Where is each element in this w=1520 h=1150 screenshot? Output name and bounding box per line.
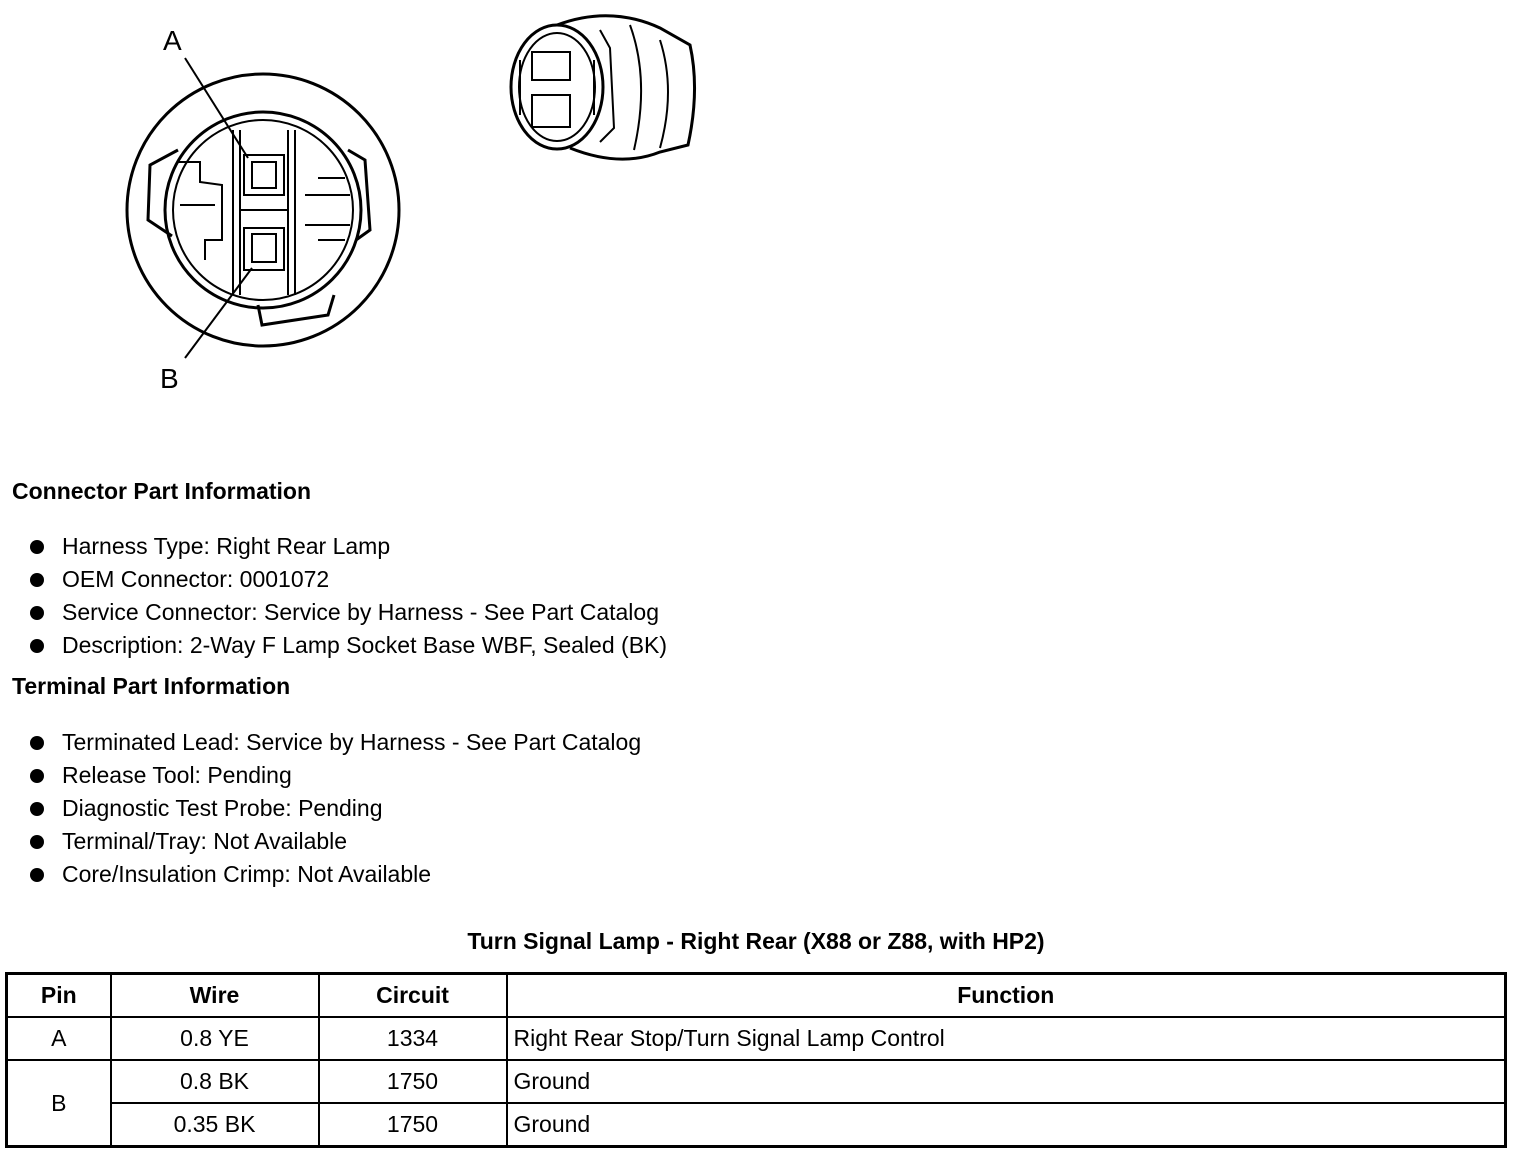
- function-cell: Right Rear Stop/Turn Signal Lamp Control: [507, 1017, 1506, 1060]
- pin-cell: A: [7, 1017, 111, 1060]
- pin-table-title: Turn Signal Lamp - Right Rear (X88 or Z88, with HP2): [467, 928, 1045, 954]
- socket-isometric-view: [511, 16, 695, 159]
- bullet-icon: [30, 573, 44, 587]
- list-item: OEM Connector: 0001072: [30, 563, 667, 596]
- list-item: Terminated Lead: Service by Harness - See Part Catalog: [30, 726, 641, 759]
- list-item: Release Tool: Pending: [30, 759, 641, 792]
- bullet-icon: [30, 769, 44, 783]
- list-item: Diagnostic Test Probe: Pending: [30, 792, 641, 825]
- column-header-wire: Wire: [111, 974, 319, 1018]
- list-item: Harness Type: Right Rear Lamp: [30, 530, 667, 563]
- wire-cell: 0.8 YE: [111, 1017, 319, 1060]
- terminal-info-heading: Terminal Part Information: [12, 673, 291, 699]
- pin-cell: B: [7, 1060, 111, 1147]
- bullet-icon: [30, 835, 44, 849]
- circuit-cell: 1750: [319, 1103, 507, 1147]
- list-item: Description: 2-Way F Lamp Socket Base WBF, Sealed (BK): [30, 629, 667, 662]
- list-item: Core/Insulation Crimp: Not Available: [30, 858, 641, 891]
- bullet-icon: [30, 868, 44, 882]
- callout-b-label: B: [160, 363, 179, 394]
- circuit-cell: 1334: [319, 1017, 507, 1060]
- bullet-icon: [30, 606, 44, 620]
- table-row: [7, 1103, 1506, 1147]
- connector-info-list: [30, 530, 667, 662]
- bullet-icon: [30, 736, 44, 750]
- bullet-icon: [30, 802, 44, 816]
- wire-cell: 0.35 BK: [111, 1103, 319, 1147]
- callout-a-leader: [185, 58, 248, 158]
- function-cell: Ground: [507, 1060, 1506, 1103]
- pin-table: [5, 972, 1507, 1148]
- bullet-icon: [30, 639, 44, 653]
- column-header-pin: Pin: [7, 974, 111, 1018]
- bullet-icon: [30, 540, 44, 554]
- list-item: Service Connector: Service by Harness - See Part Catalog: [30, 596, 667, 629]
- circuit-cell: 1750: [319, 1060, 507, 1103]
- column-header-circuit: Circuit: [319, 974, 507, 1018]
- wire-cell: 0.8 BK: [111, 1060, 319, 1103]
- function-cell: Ground: [507, 1103, 1506, 1147]
- table-header-row: [7, 974, 1506, 1018]
- connector-info-heading: Connector Part Information: [12, 478, 312, 504]
- column-header-function: Function: [507, 974, 1506, 1018]
- list-item: Terminal/Tray: Not Available: [30, 825, 641, 858]
- connector-diagram: [0, 0, 760, 410]
- terminal-info-list: [30, 726, 641, 891]
- table-row: [7, 1060, 1506, 1103]
- callout-a-label: A: [163, 25, 182, 56]
- table-row: [7, 1017, 1506, 1060]
